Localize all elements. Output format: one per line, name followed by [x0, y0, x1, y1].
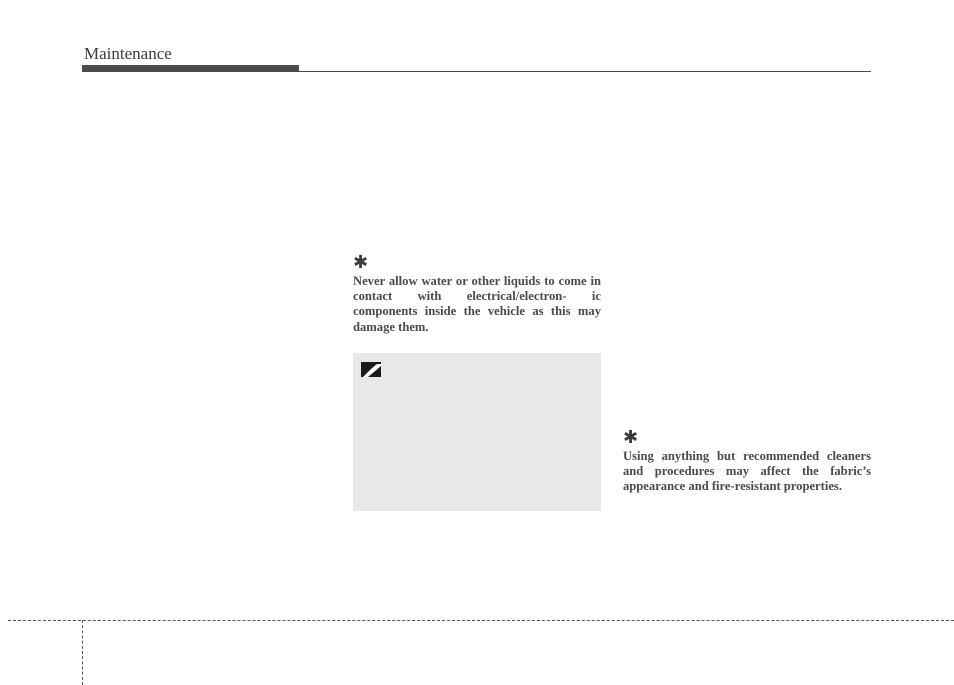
- notice-electrical: [353, 254, 601, 335]
- caution-stripe-icon: [361, 362, 381, 377]
- header-rule-thin: [82, 71, 871, 72]
- footer-dashed-rule: [8, 620, 954, 621]
- notice-text: Using anything but recommended cleaners and procedures may affect the fabric’s appearance and fire-resistant properties.: [623, 449, 871, 494]
- footer-dashed-margin: [82, 620, 83, 685]
- asterisk-icon: ✱: [353, 252, 369, 273]
- notice-fabric-cleaning: [623, 429, 871, 495]
- notice-text: Never allow water or other liquids to come in contact with electrical/electron- ic components inside the vehicle as this may damage them.: [353, 274, 601, 334]
- warning-box: [353, 353, 601, 511]
- asterisk-icon: ✱: [623, 427, 639, 448]
- section-title: Maintenance: [84, 44, 172, 63]
